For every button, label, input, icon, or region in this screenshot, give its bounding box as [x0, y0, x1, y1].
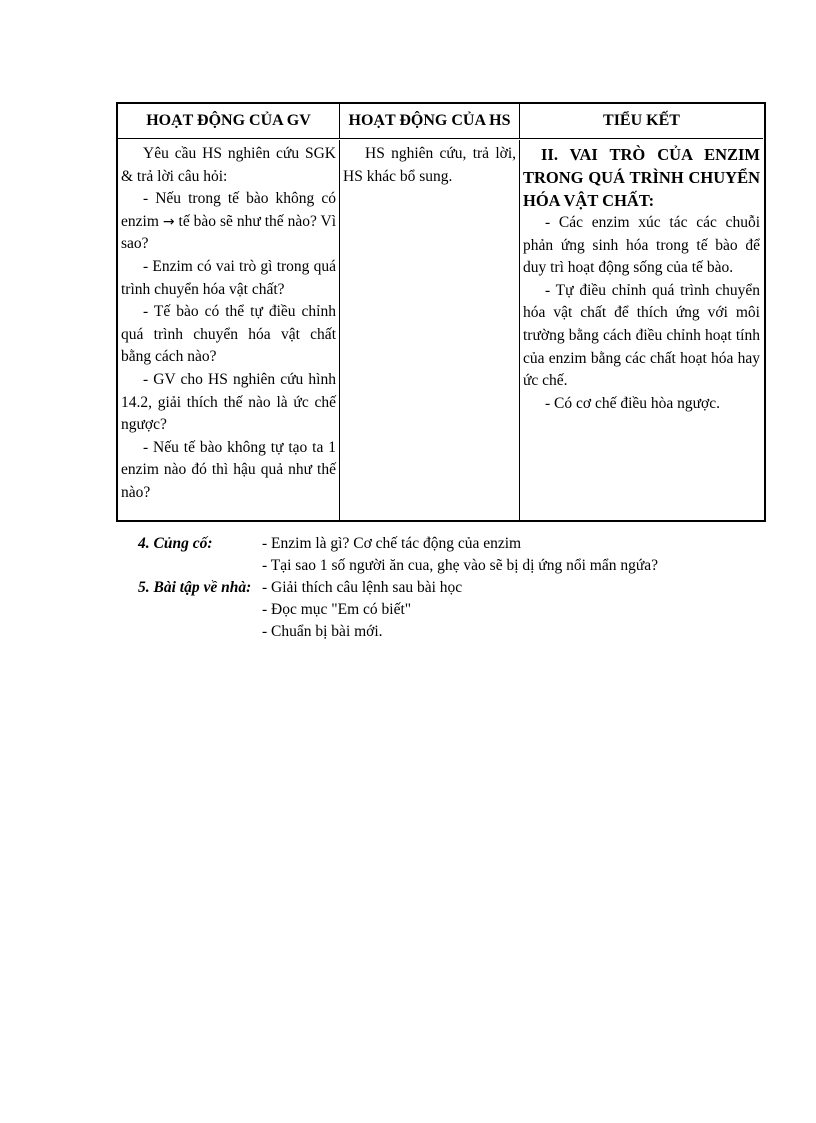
gv-intro: Yêu cầu HS nghiên cứu SGK & trả lời câu hỏi:: [121, 145, 336, 185]
summary-column: [520, 140, 763, 520]
post-lesson-section: [138, 533, 738, 643]
summary-item: - Tự điều chỉnh quá trình chuyển hóa vật chất để thích ứng với môi trường bằng cách điều chỉnh hoạt tính của enzim bằng các chất hoạt hóa hay ức chế.: [523, 281, 760, 390]
consolidation-row-2: [138, 555, 738, 577]
homework-row: [138, 577, 738, 599]
summary-title: II. VAI TRÒ CỦA ENZIM TRONG QUÁ TRÌNH CHUYỂN HÓA VẬT CHẤT:: [523, 145, 760, 210]
gv-question-4: - GV cho HS nghiên cứu hình 14.2, giải thích thế nào là ức chế ngược?: [121, 370, 336, 434]
header-gv-activity: HOẠT ĐỘNG CỦA GV: [118, 104, 340, 139]
header-hs-activity: HOẠT ĐỘNG CỦA HS: [340, 104, 520, 139]
gv-question-5: - Nếu tế bào không tự tạo ta 1 enzim nào đó thì hậu quả như thế nào?: [121, 438, 336, 501]
homework-item: - Chuẩn bị bài mới.: [262, 623, 383, 640]
hs-response: HS nghiên cứu, trả lời, HS khác bổ sung.: [343, 145, 516, 185]
consolidation-row: [138, 533, 738, 555]
spacer: [138, 621, 262, 643]
gv-question-1-b: tế bào sẽ như thế nào? Vì sao?: [121, 212, 337, 253]
homework-row-3: [138, 621, 738, 643]
header-summary: TIỂU KẾT: [520, 104, 763, 139]
hs-activity-column: [340, 140, 520, 520]
lesson-table: [116, 102, 766, 522]
gv-question-3: - Tế bào có thể tự điều chỉnh quá trình chuyển hóa vật chất bằng cách nào?: [121, 303, 336, 366]
consolidation-item: - Tại sao 1 số người ăn cua, ghẹ vào sẽ bị dị ứng nổi mẩn ngứa?: [262, 557, 658, 574]
right-arrow-icon: →: [162, 213, 175, 230]
homework-item: - Đọc mục "Em có biết": [262, 601, 412, 618]
spacer: [138, 555, 262, 577]
homework-item: - Giải thích câu lệnh sau bài học: [262, 579, 463, 596]
consolidation-label: 4. Củng cố:: [138, 535, 213, 552]
consolidation-item: - Enzim là gì? Cơ chế tác động của enzim: [262, 535, 522, 552]
gv-question-1: [121, 188, 336, 256]
gv-question-2: - Enzim có vai trò gì trong quá trình chuyển hóa vật chất?: [121, 257, 336, 298]
spacer: [138, 599, 262, 621]
gv-question-1-a: - Nếu trong tế bào không có enzim: [121, 190, 336, 230]
homework-row-2: [138, 599, 738, 621]
summary-item: - Các enzim xúc tác các chuỗi phản ứng sinh hóa trong tế bào để duy trì hoạt động sống của tế bào.: [523, 214, 760, 277]
homework-label: 5. Bài tập về nhà:: [138, 579, 252, 596]
gv-activity-column: [118, 140, 340, 520]
summary-item: - Có cơ chế điều hòa ngược.: [545, 394, 721, 412]
